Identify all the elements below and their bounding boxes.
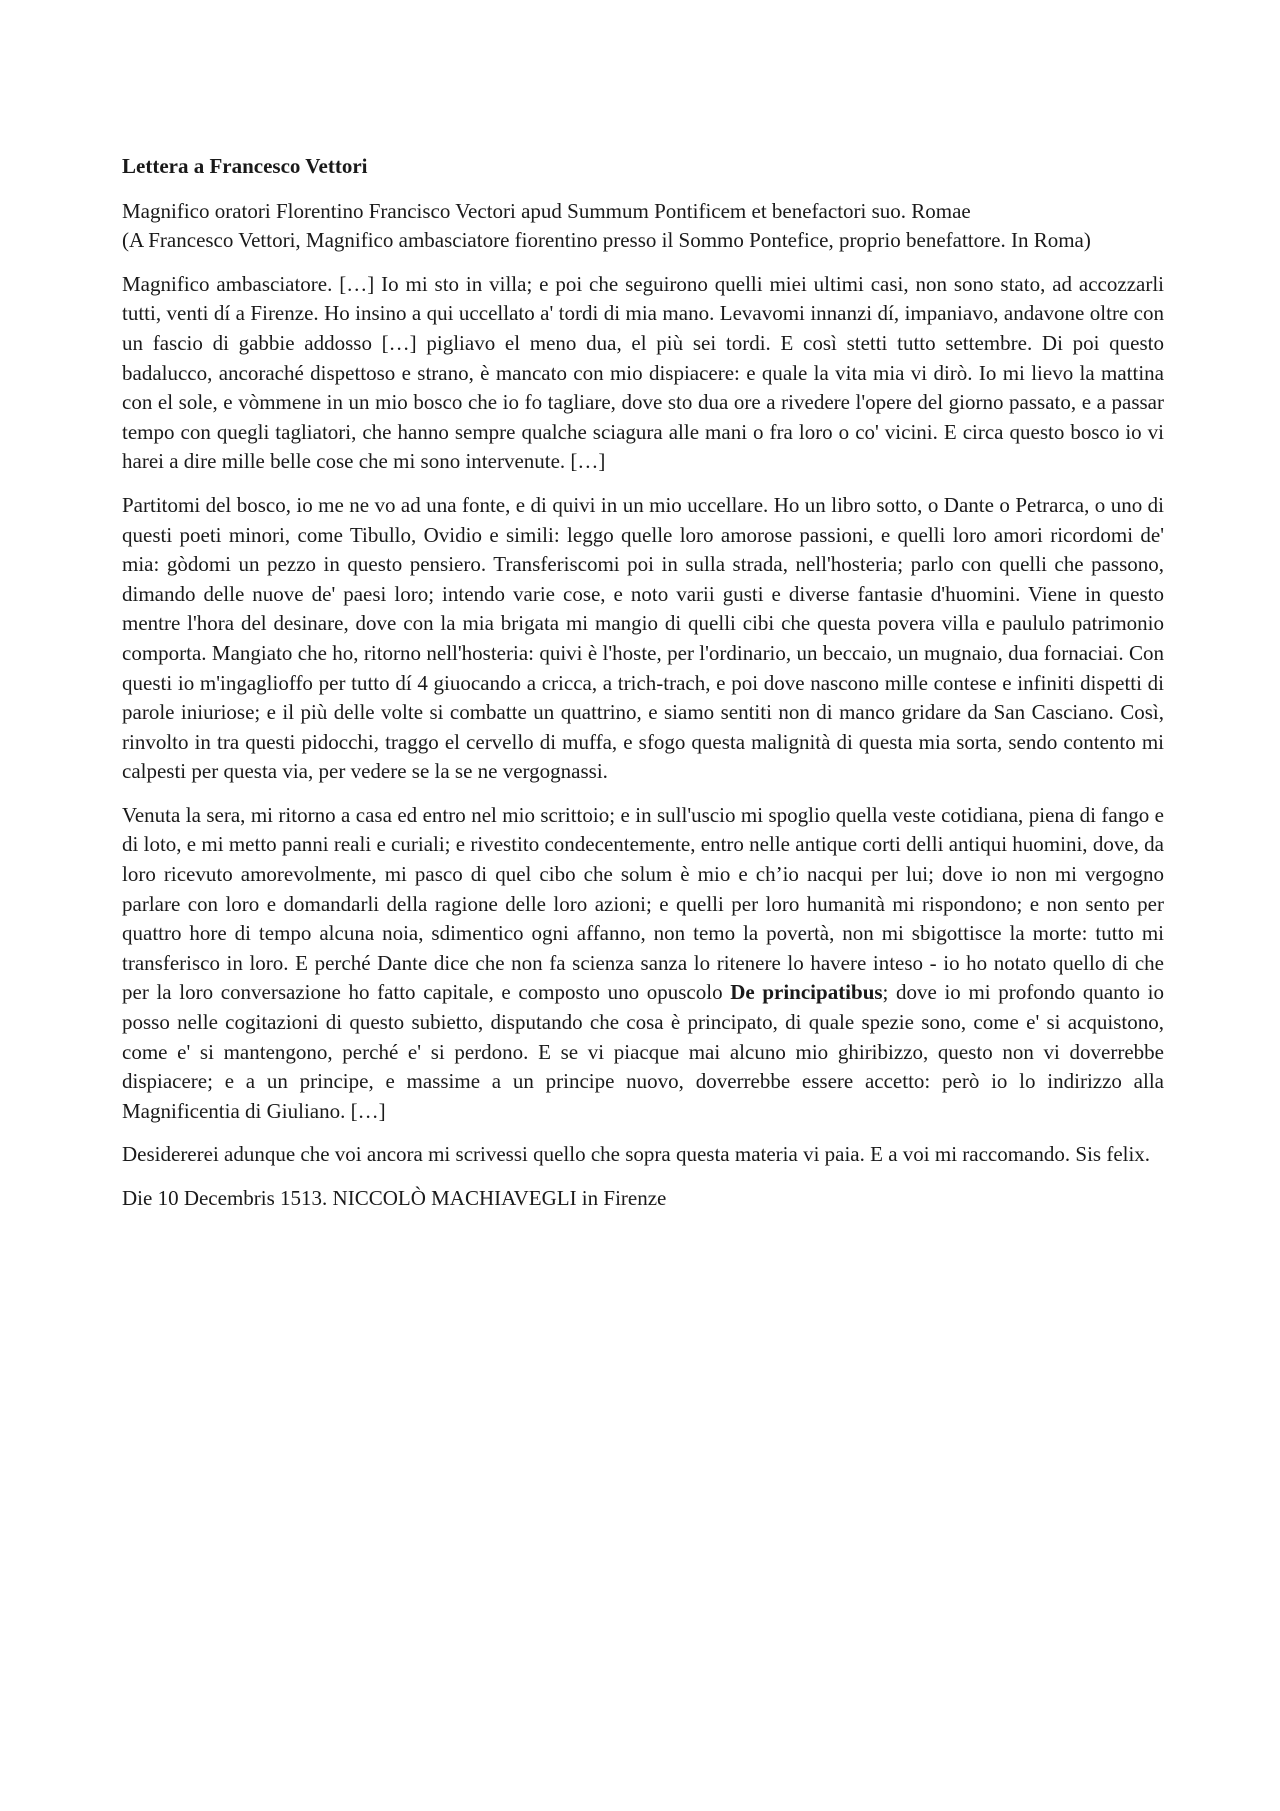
paragraph-4: Desidererei adunque che voi ancora mi scrivessi quello che sopra questa materia vi paia. E a voi mi raccomando. Sis felix.: [122, 1142, 1151, 1167]
book-title-de-principatibus: De principatibus: [730, 980, 883, 1005]
address-latin: Magnifico oratori Florentino Francisco Vectori apud Summum Pontificem et benefactori suo. Romae: [122, 198, 971, 223]
letter-title: Lettera a Francesco Vettori: [122, 154, 368, 178]
paragraph-3: [122, 801, 1164, 1127]
address-italian: (A Francesco Vettori, Magnifico ambasciatore fiorentino presso il Sommo Pontefice, proprio benefattore. In Roma): [122, 228, 1091, 253]
letter-signature: Die 10 Decembris 1513. NICCOLÒ MACHIAVEGLI in Firenze: [122, 1186, 667, 1210]
paragraph-2: Partitomi del bosco, io me ne vo ad una fonte, e di quivi in un mio uccellare. Ho un libro sotto, o Dante o Petrarca, o uno di questi poeti minori, come Tibullo, Ovidio e simili: leggo quelle loro amorose passioni, e quelli loro amori ricordomi de' mia: gòdomi un pezzo in questo pensiero. Transferiscomi poi in sulla strada, nell'hosteria; parlo con quelli che passono, dimando delle nuove de' paesi loro; intendo varie cose, e noto varii gusti e diverse fantasie d'huomini. Viene in questo mentre l'hora del desinare, dove con la mia brigata mi mangio di quelli cibi che questa povera villa e paululo patrimonio comporta. Mangiato che ho, ritorno nell'hosteria: quivi è l'hoste, per l'ordinario, un beccaio, un mugnaio, dua fornaciai. Con questi io m'ingaglioffo per tutto dí 4 giuocando a cricca, a trich-trach, e poi dove nascono mille contese e infiniti dispetti di parole iniuriose; e il più delle volte si combatte un quattrino, e siamo sentiti non di manco gridare da San Casciano. Così, rinvolto in tra questi pidocchi, traggo el cervello di muffa, e sfogo questa malignità di questa mia sorta, sendo contento mi calpesti per questa via, per vedere se la se ne vergognassi.: [122, 492, 1164, 784]
letter-address: [122, 197, 1164, 256]
paragraph-3-text-end: ; dove io mi profondo quanto io posso nelle cogitazioni di questo subietto, disputando che cosa è principato, di quale spezie sono, come e' si acquistono, come e' si mantengono, perché e' si perdono. E se vi piacque mai alcuno mio ghiribizzo, questo non vi doverrebbe dispiacere; e a un principe, e massime a un principe nuovo, doverrebbe essere accetto: però io lo indirizzo alla Magnificentia di Giuliano. […]: [122, 980, 1164, 1123]
paragraph-3-text-start: Venuta la sera, mi ritorno a casa ed entro nel mio scrittoio; e in sull'uscio mi spoglio quella veste cotidiana, piena di fango e di loto, e mi metto panni reali e curiali; e rivestito condecentemente, entro nelle antique corti delli antiqui huomini, dove, da loro ricevuto amorevolmente, mi pasco di quel cibo che solum è mio e ch’io nacqui per lui; dove io non mi vergogno parlare con loro e domandarli della ragione delle loro azioni; e quelli per loro humanità mi rispondono; e non sento per quattro hore di tempo alcuna noia, sdimentico ogni affanno, non temo la povertà, non mi sbigottisce la morte: tutto mi transferisco in loro. E perché Dante dice che non fa scienza sanza lo ritenere lo havere inteso - io ho notato quello di che per la loro conversazione ho fatto capitale, e composto uno opuscolo: [122, 802, 1164, 1005]
letter-body: [122, 152, 1164, 1214]
paragraph-1: Magnifico ambasciatore. […] Io mi sto in villa; e poi che seguirono quelli miei ultimi casi, non sono stato, ad accozzarli tutti, venti dí a Firenze. Ho insino a qui uccellato a' tordi di mia mano. Levavomi innanzi dí, impaniavo, andavone oltre con un fascio di gabbie addosso […] pigliavo el meno dua, el più sei tordi. E così stetti tutto settembre. Di poi questo badalucco, ancoraché dispettoso e strano, è mancato con mio dispiacere: e quale la vita mia vi dirò. Io mi lievo la mattina con el sole, e vòmmene in un mio bosco che io fo tagliare, dove sto dua ore a rivedere l'opere del giorno passato, e a passar tempo con quegli tagliatori, che hanno sempre qualche sciagura alle mani o fra loro o co' vicini. E circa questo bosco io vi harei a dire mille belle cose che mi sono intervenute. […]: [122, 271, 1164, 474]
